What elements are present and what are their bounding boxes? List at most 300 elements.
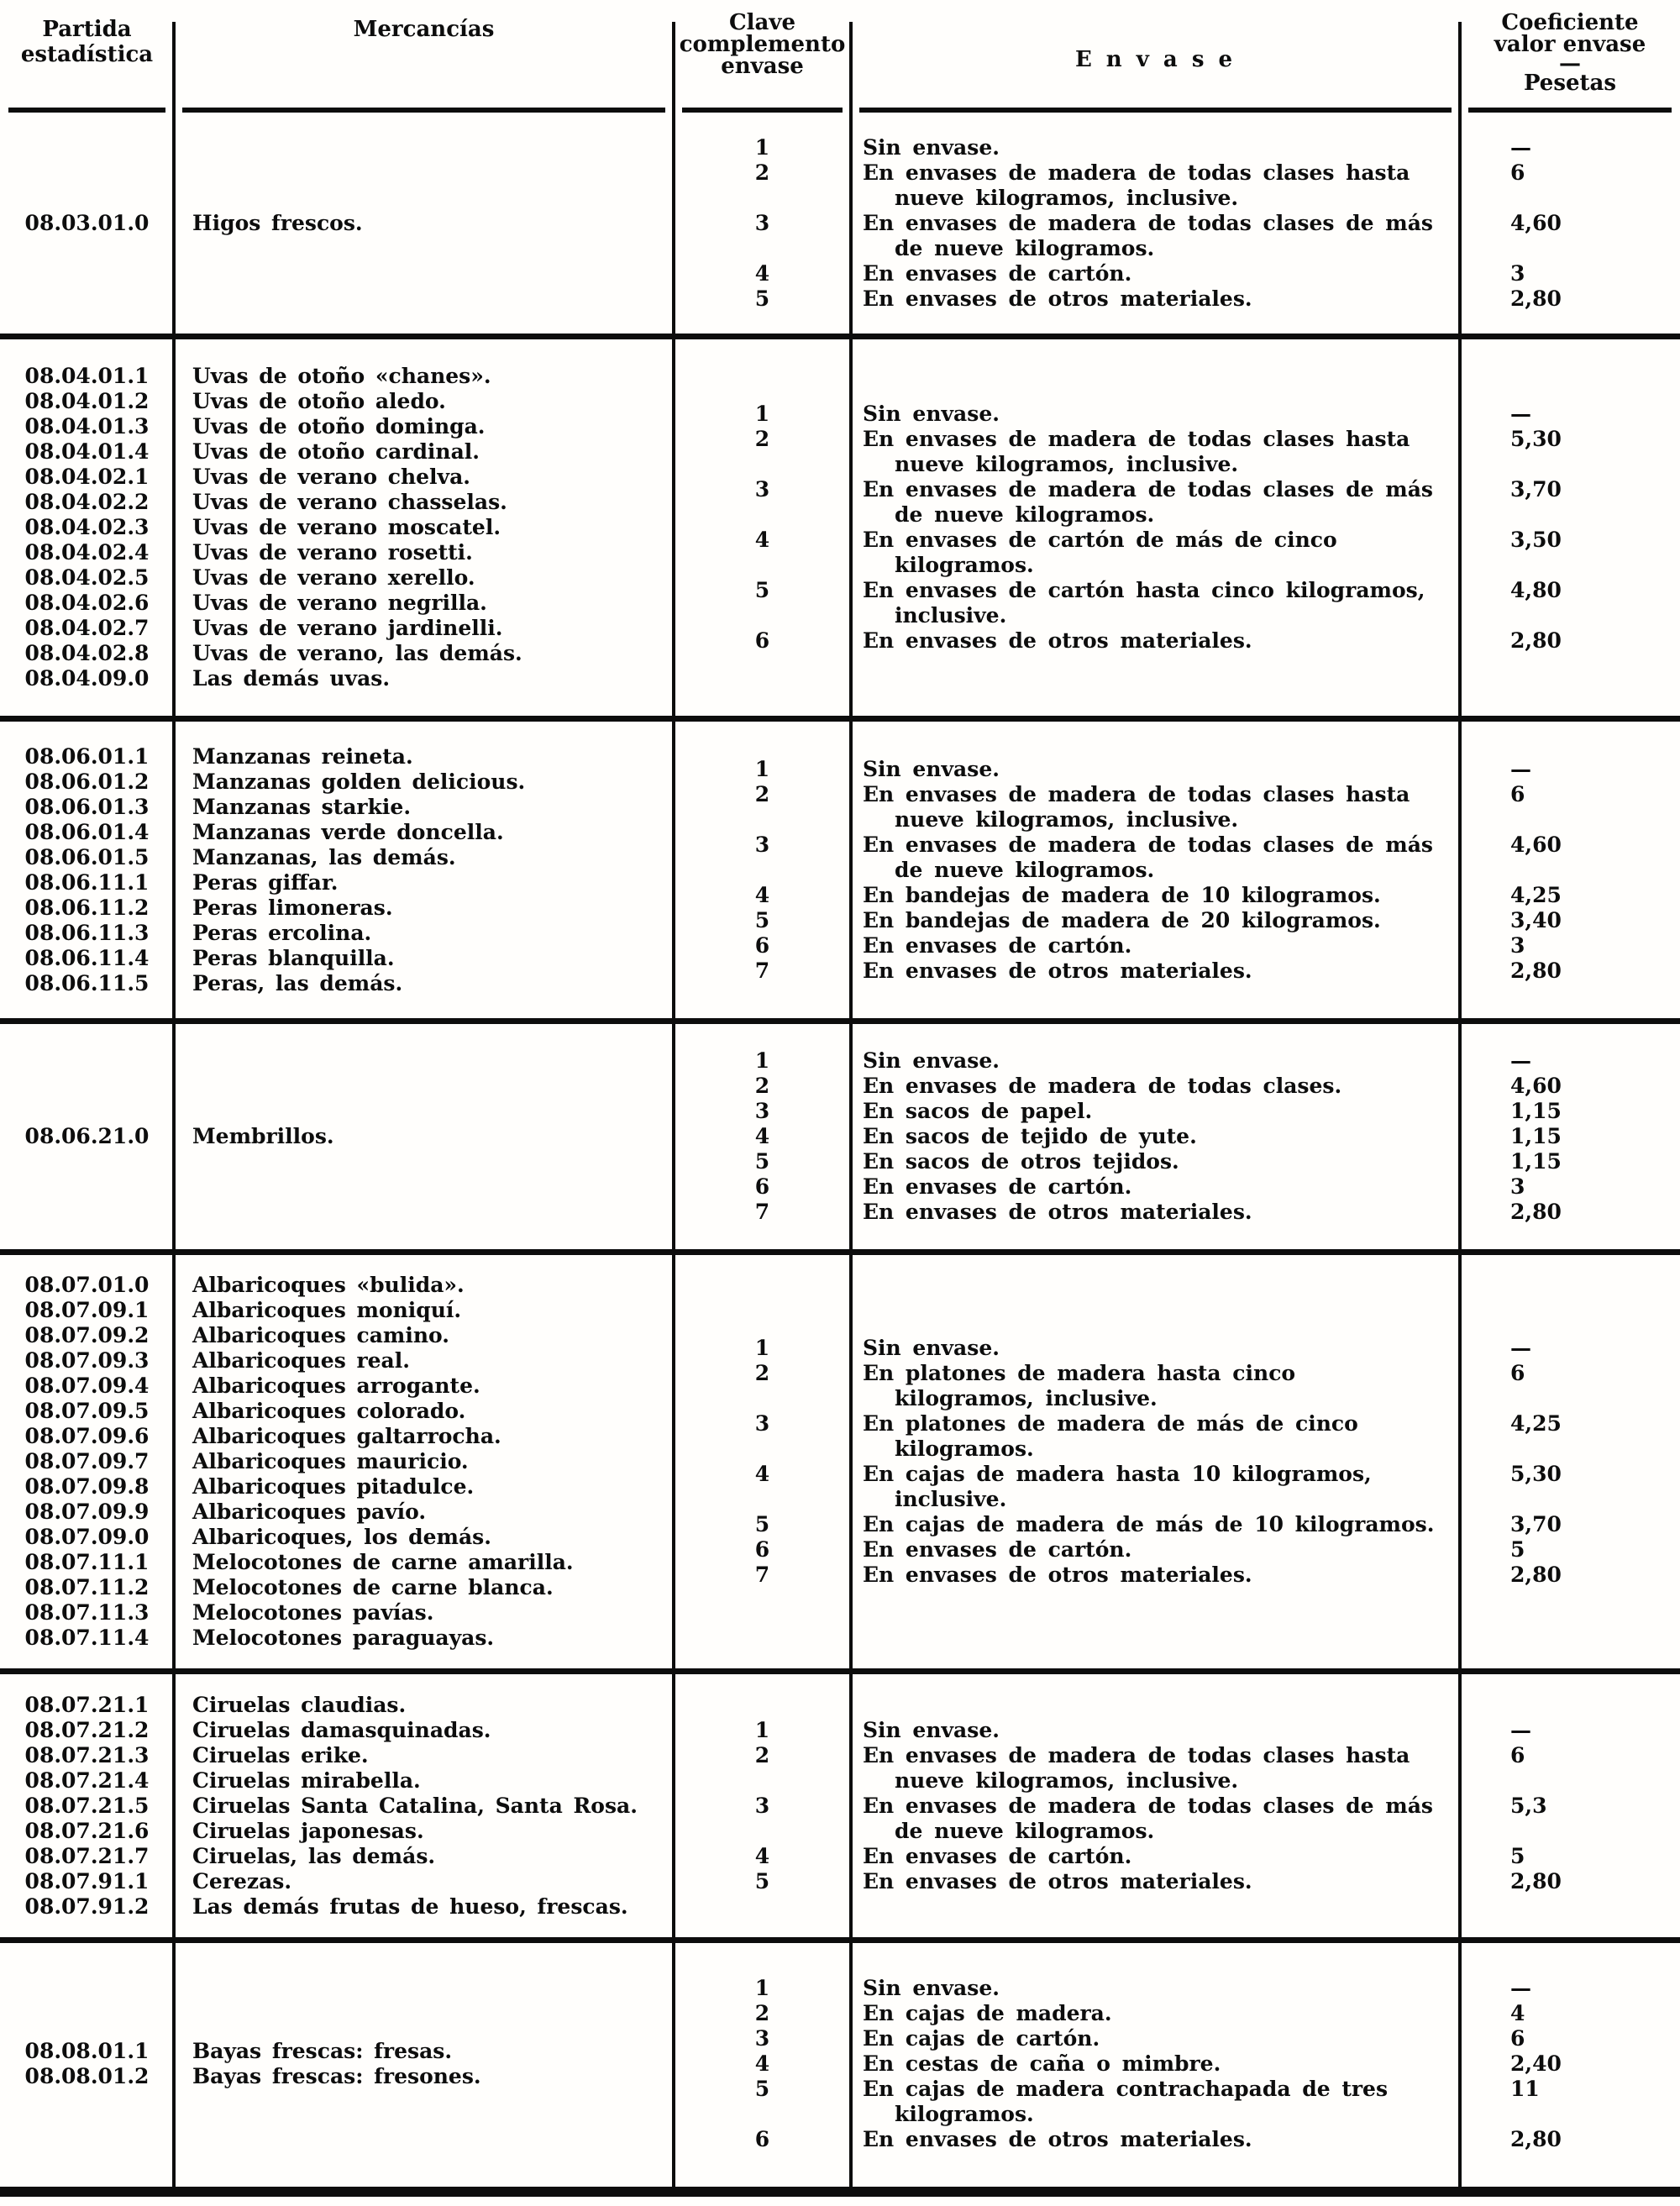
- commodity-section: [0, 1943, 1680, 2184]
- clave-key: 3: [754, 2025, 770, 2051]
- mercancia-item: Albaricoques arrogante.: [192, 1373, 480, 1398]
- envase-row: [674, 402, 1680, 427]
- envase-desc: En envases de otros materiales.: [863, 1200, 1252, 1224]
- envase-desc: En envases de cartón.: [863, 1174, 1132, 1199]
- partida-code: 08.04.02.5: [24, 565, 150, 590]
- coef-value: —: [1510, 756, 1531, 781]
- partida-code: 08.04.01.3: [24, 414, 150, 439]
- mercancia-item: Ciruelas Santa Catalina, Santa Rosa.: [192, 1793, 638, 1818]
- envase-desc: En envases de cartón.: [863, 1843, 1132, 1868]
- mercancias-list: [174, 1124, 674, 1149]
- mercancias-list: [174, 211, 674, 236]
- mercancia-item: Cerezas.: [192, 1868, 292, 1893]
- envase-row: [674, 1462, 1680, 1512]
- mercancia-item: Peras giffar.: [192, 869, 339, 895]
- header-clave-line1: Clave: [728, 10, 796, 35]
- coef-value: 3: [1510, 1174, 1525, 1199]
- partida-code: 08.07.21.5: [24, 1793, 150, 1818]
- envase-row: [674, 908, 1680, 933]
- coef-value: 4,60: [1510, 211, 1562, 235]
- mercancia-item: Uvas de otoño «chanes».: [192, 364, 491, 388]
- mercancia-item: Las demás frutas de hueso, frescas.: [192, 1893, 628, 1919]
- envase-row: [674, 528, 1680, 578]
- partida-code: 08.07.21.4: [24, 1767, 150, 1793]
- envase-desc: En envases de cartón hasta cinco kilogramos, inclusive.: [863, 578, 1425, 628]
- clave-key: 4: [754, 1843, 770, 1868]
- mercancia-item: Uvas de verano moscatel.: [192, 515, 501, 539]
- header-envase: [851, 0, 1460, 113]
- envase-desc: En envases de cartón de más de cinco kilogramos.: [863, 528, 1337, 577]
- mercancia-item: Albaricoques moniquí.: [192, 1298, 462, 1322]
- envase-row: [674, 1743, 1680, 1794]
- column-rule-2: [672, 22, 675, 2194]
- envase-row: [674, 1361, 1680, 1411]
- envase-desc: Sin envase.: [863, 1048, 1000, 1073]
- commodity-section: [0, 1024, 1680, 1249]
- header-coeficiente: [1460, 0, 1680, 113]
- envase-row: [674, 1200, 1680, 1225]
- coef-value: 3,40: [1510, 907, 1562, 932]
- table-header: [0, 0, 1680, 113]
- clave-key: 5: [754, 2076, 770, 2101]
- envase-desc: Sin envase.: [863, 1975, 1000, 2000]
- clave-key: 6: [754, 932, 770, 958]
- mercancia-item: Uvas de verano rosetti.: [192, 540, 473, 565]
- envase-rows: [674, 1718, 1680, 1894]
- column-rule-1: [172, 22, 176, 2194]
- clave-key: 1: [754, 135, 770, 160]
- header-underline: [1468, 108, 1672, 113]
- envase-desc: En envases de madera de todas clases de más de nueve kilogramos.: [863, 211, 1433, 260]
- header-envase-label: E n v a s e: [1074, 47, 1236, 72]
- coef-value: —: [1510, 135, 1531, 160]
- mercancia-item: Ciruelas japonesas.: [192, 1818, 424, 1843]
- partida-code: 08.06.01.2: [24, 769, 150, 794]
- header-partida: [0, 0, 174, 113]
- header-clave: [674, 0, 851, 113]
- envase-rows: [674, 402, 1680, 654]
- header-mercancias-label: Mercancías: [353, 17, 495, 42]
- clave-key: 5: [754, 286, 770, 311]
- coef-value: 5,30: [1510, 427, 1562, 451]
- partida-code: 08.04.09.0: [24, 666, 150, 691]
- envase-desc: En envases de cartón.: [863, 261, 1132, 286]
- envase-desc: En envases de madera de todas clases hasta nueve kilogramos, inclusive.: [863, 427, 1410, 476]
- envase-desc: En cajas de madera contrachapada de tres kilogramos.: [863, 2076, 1389, 2126]
- clave-key: 4: [754, 882, 770, 907]
- clave-key: 4: [754, 261, 770, 286]
- partida-code: 08.07.11.3: [24, 1600, 150, 1625]
- mercancia-item: Albaricoques pavío.: [192, 1500, 427, 1524]
- partida-codes: [0, 1693, 174, 1920]
- header-clave-line3: envase: [721, 54, 804, 79]
- section-separator: [0, 1668, 1680, 1674]
- envase-row: [674, 1563, 1680, 1588]
- mercancias-list: [174, 1693, 674, 1920]
- coef-value: —: [1510, 1048, 1531, 1073]
- partida-code: 08.07.11.2: [24, 1575, 150, 1599]
- envase-rows: [674, 135, 1680, 312]
- commodity-section: [0, 1255, 1680, 1668]
- mercancia-item: Melocotones de carne amarilla.: [192, 1550, 574, 1574]
- mercancias-list: [174, 2039, 674, 2089]
- partida-code: 08.04.02.2: [24, 490, 150, 514]
- partida-code: 08.07.09.5: [24, 1399, 150, 1423]
- mercancia-item: Manzanas starkie.: [192, 794, 412, 819]
- envase-row: [674, 883, 1680, 908]
- clave-key: 7: [754, 1563, 770, 1587]
- mercancia-item: Albaricoques camino.: [192, 1323, 449, 1347]
- envase-rows: [674, 1976, 1680, 2152]
- partida-code: 08.04.02.7: [24, 616, 150, 640]
- envase-desc: Sin envase.: [863, 1336, 1000, 1360]
- envase-row: [674, 160, 1680, 211]
- envase-row: [674, 1336, 1680, 1361]
- envase-desc: En envases de otros materiales.: [863, 1868, 1252, 1893]
- section-separator: [0, 1937, 1680, 1943]
- coef-value: 4,25: [1510, 1411, 1562, 1436]
- mercancia-item: Uvas de otoño aledo.: [192, 389, 446, 413]
- clave-key: 6: [754, 1537, 770, 1562]
- mercancia-item: Higos frescos.: [192, 211, 363, 235]
- envase-desc: En bandejas de madera de 10 kilogramos.: [863, 882, 1381, 907]
- header-underline: [8, 108, 165, 113]
- mercancia-item: Las demás uvas.: [192, 666, 391, 691]
- partida-code: 08.07.21.2: [24, 1717, 150, 1742]
- clave-key: 5: [754, 1868, 770, 1893]
- partida-codes: [0, 1273, 174, 1651]
- clave-key: 7: [754, 1200, 770, 1224]
- coef-value: 3: [1510, 932, 1525, 958]
- envase-row: [674, 628, 1680, 654]
- header-coef-line2: valor envase: [1494, 32, 1646, 57]
- envase-desc: En cajas de madera hasta 10 kilogramos, inclusive.: [863, 1462, 1372, 1511]
- envase-desc: En envases de madera de todas clases de más de nueve kilogramos.: [863, 832, 1433, 882]
- envase-row: [674, 1718, 1680, 1743]
- envase-row: [674, 261, 1680, 286]
- clave-key: 3: [754, 1099, 770, 1123]
- mercancia-item: Peras limoneras.: [192, 895, 393, 920]
- clave-key: 7: [754, 958, 770, 983]
- mercancia-item: Uvas de verano negrilla.: [192, 591, 487, 615]
- mercancia-item: Uvas de otoño dominga.: [192, 414, 486, 439]
- coef-value: —: [1510, 1717, 1531, 1742]
- mercancia-item: Melocotones paraguayas.: [192, 1626, 495, 1650]
- partida-code: 08.04.01.4: [24, 439, 150, 464]
- envase-desc: En envases de madera de todas clases.: [863, 1074, 1342, 1098]
- envase-row: [674, 833, 1680, 883]
- partida-code: 08.07.09.8: [24, 1474, 150, 1499]
- partida-code: 08.07.09.4: [24, 1373, 150, 1398]
- coef-value: 1,15: [1510, 1124, 1562, 1148]
- partida-code: 08.06.01.4: [24, 819, 150, 844]
- partida-code: 08.08.01.2: [24, 2063, 150, 2088]
- clave-key: 6: [754, 1174, 770, 1199]
- envase-row: [674, 1844, 1680, 1869]
- mercancia-item: Uvas de otoño cardinal.: [192, 439, 480, 464]
- mercancia-item: Albaricoques pitadulce.: [192, 1474, 475, 1499]
- envase-row: [674, 1074, 1680, 1099]
- clave-key: 6: [754, 628, 770, 653]
- clave-key: 2: [754, 2000, 770, 2025]
- coef-value: 6: [1510, 160, 1525, 185]
- coef-value: 1,15: [1510, 1149, 1562, 1174]
- coef-value: 5,3: [1510, 1793, 1547, 1818]
- envase-row: [674, 427, 1680, 477]
- coef-value: 2,80: [1510, 958, 1562, 983]
- coef-value: 4,60: [1510, 1074, 1562, 1098]
- mercancias-list: [174, 744, 674, 996]
- coef-value: —: [1510, 402, 1531, 426]
- header-coef-dash: —: [1559, 51, 1581, 76]
- envase-desc: En envases de cartón.: [863, 932, 1132, 958]
- coef-value: 2,80: [1510, 1868, 1562, 1893]
- envase-desc: En cajas de cartón.: [863, 2025, 1100, 2051]
- envase-row: [674, 1124, 1680, 1149]
- envase-row: [674, 1512, 1680, 1537]
- coef-value: 3,50: [1510, 528, 1562, 552]
- clave-key: 1: [754, 756, 770, 781]
- coef-value: 2,80: [1510, 628, 1562, 653]
- mercancia-item: Uvas de verano chelva.: [192, 465, 470, 489]
- partida-codes: [0, 744, 174, 996]
- clave-key: 5: [754, 578, 770, 602]
- mercancia-item: Peras ercolina.: [192, 920, 372, 945]
- partida-code: 08.07.09.2: [24, 1323, 150, 1347]
- coef-value: 5,30: [1510, 1462, 1562, 1486]
- envase-desc: En envases de madera de todas clases hasta nueve kilogramos, inclusive.: [863, 1742, 1410, 1793]
- envase-desc: En cajas de madera de más de 10 kilogramos.: [863, 1512, 1435, 1536]
- clave-key: 3: [754, 1793, 770, 1818]
- commodity-section: [0, 113, 1680, 334]
- partida-code: 08.07.09.3: [24, 1348, 150, 1373]
- envase-row: [674, 1174, 1680, 1200]
- clave-key: 6: [754, 2126, 770, 2151]
- envase-desc: En envases de madera de todas clases de más de nueve kilogramos.: [863, 477, 1433, 527]
- mercancia-item: Uvas de verano jardinelli.: [192, 616, 503, 640]
- column-rule-3: [849, 22, 853, 2194]
- envase-row: [674, 959, 1680, 984]
- envase-row: [674, 578, 1680, 628]
- envase-desc: En envases de otros materiales.: [863, 286, 1252, 311]
- partida-codes: [0, 364, 174, 691]
- envase-row: [674, 477, 1680, 528]
- envase-row: [674, 135, 1680, 160]
- coef-value: 5: [1510, 1537, 1525, 1562]
- envase-desc: En sacos de papel.: [863, 1099, 1093, 1123]
- partida-code: 08.07.21.1: [24, 1692, 150, 1717]
- clave-key: 1: [754, 1975, 770, 2000]
- mercancia-item: Albaricoques «bulida».: [192, 1273, 465, 1297]
- clave-key: 3: [754, 832, 770, 857]
- coef-value: 4,25: [1510, 882, 1562, 907]
- partida-code: 08.06.11.1: [24, 869, 150, 895]
- partida-code: 08.06.11.2: [24, 895, 150, 920]
- mercancia-item: Peras blanquilla.: [192, 945, 395, 970]
- table-bottom-rule: [0, 2187, 1680, 2197]
- envase-row: [674, 782, 1680, 833]
- envase-row: [674, 286, 1680, 312]
- mercancia-item: Membrillos.: [192, 1124, 334, 1148]
- envase-row: [674, 2077, 1680, 2127]
- envase-row: [674, 1537, 1680, 1563]
- coef-value: —: [1510, 1975, 1531, 2000]
- mercancia-item: Ciruelas mirabella.: [192, 1767, 421, 1793]
- commodity-section: [0, 1674, 1680, 1937]
- header-coef-line1: Coeficiente: [1501, 10, 1639, 35]
- header-underline: [682, 108, 843, 113]
- clave-key: 4: [754, 2051, 770, 2076]
- envase-row: [674, 2001, 1680, 2026]
- envase-desc: En envases de otros materiales.: [863, 958, 1252, 983]
- section-separator: [0, 716, 1680, 722]
- envase-row: [674, 211, 1680, 261]
- partida-code: 08.06.01.3: [24, 794, 150, 819]
- partida-code: 08.07.21.7: [24, 1843, 150, 1868]
- mercancia-item: Peras, las demás.: [192, 970, 403, 995]
- envase-rows: [674, 1048, 1680, 1225]
- coef-value: 2,80: [1510, 286, 1562, 311]
- clave-key: 1: [754, 1336, 770, 1360]
- envase-row: [674, 757, 1680, 782]
- section-separator: [0, 1249, 1680, 1255]
- envase-rows: [674, 1336, 1680, 1588]
- envase-desc: En cestas de caña o mimbre.: [863, 2051, 1221, 2076]
- clave-key: 2: [754, 781, 770, 806]
- envase-row: [674, 1099, 1680, 1124]
- partida-code: 08.07.11.1: [24, 1550, 150, 1574]
- coef-value: 2,80: [1510, 1563, 1562, 1587]
- table-sections: [0, 113, 1680, 2184]
- clave-key: 1: [754, 1717, 770, 1742]
- envase-desc: En sacos de otros tejidos.: [863, 1149, 1179, 1174]
- coef-value: 3: [1510, 261, 1525, 286]
- envase-rows: [674, 757, 1680, 984]
- clave-key: 5: [754, 907, 770, 932]
- coef-value: 3,70: [1510, 477, 1562, 502]
- envase-row: [674, 1048, 1680, 1074]
- mercancia-item: Bayas frescas: fresones.: [192, 2063, 481, 2088]
- mercancia-item: Albaricoques galtarrocha.: [192, 1424, 501, 1448]
- header-underline: [859, 108, 1452, 113]
- coef-value: 4,60: [1510, 832, 1562, 857]
- coef-value: 4,80: [1510, 578, 1562, 602]
- envase-desc: Sin envase.: [863, 1717, 1000, 1742]
- envase-desc: Sin envase.: [863, 756, 1000, 781]
- mercancia-item: Uvas de verano chasselas.: [192, 490, 507, 514]
- partida-code: 08.04.02.3: [24, 515, 150, 539]
- envase-row: [674, 1411, 1680, 1462]
- header-coef-unit: Pesetas: [1523, 71, 1617, 96]
- envase-desc: En platones de madera hasta cinco kilogramos, inclusive.: [863, 1361, 1296, 1410]
- section-separator: [0, 334, 1680, 339]
- envase-desc: En envases de cartón.: [863, 1537, 1132, 1562]
- partida-code: 08.04.02.4: [24, 540, 150, 565]
- mercancia-item: Albaricoques mauricio.: [192, 1449, 469, 1473]
- partida-code: 08.07.01.0: [24, 1273, 150, 1297]
- envase-desc: En envases de otros materiales.: [863, 628, 1252, 653]
- commodity-section: [0, 722, 1680, 1018]
- mercancia-item: Ciruelas, las demás.: [192, 1843, 436, 1868]
- envase-row: [674, 1149, 1680, 1174]
- coef-value: 2,80: [1510, 2126, 1562, 2151]
- mercancia-item: Manzanas, las demás.: [192, 844, 456, 869]
- envase-desc: En envases de otros materiales.: [863, 1563, 1252, 1587]
- mercancia-item: Albaricoques colorado.: [192, 1399, 466, 1423]
- partida-code: 08.07.09.9: [24, 1500, 150, 1524]
- partida-code: 08.07.21.6: [24, 1818, 150, 1843]
- envase-desc: Sin envase.: [863, 135, 1000, 160]
- partida-code: 08.06.21.0: [24, 1124, 150, 1148]
- envase-desc: En envases de madera de todas clases de más de nueve kilogramos.: [863, 1793, 1433, 1843]
- header-partida-line2: estadística: [20, 42, 154, 67]
- clave-key: 4: [754, 1124, 770, 1148]
- column-rule-4: [1458, 22, 1462, 2194]
- partida-code: 08.07.91.1: [24, 1868, 150, 1893]
- mercancia-item: Uvas de verano, las demás.: [192, 641, 522, 665]
- envase-desc: En platones de madera de más de cinco kilogramos.: [863, 1411, 1358, 1461]
- envase-row: [674, 1794, 1680, 1844]
- mercancia-item: Uvas de verano xerello.: [192, 565, 475, 590]
- header-mercancias: [174, 0, 674, 113]
- mercancia-item: Manzanas golden delicious.: [192, 769, 526, 794]
- mercancia-item: Albaricoques, los demás.: [192, 1525, 491, 1549]
- partida-codes: [0, 1124, 174, 1149]
- coef-value: 3,70: [1510, 1512, 1562, 1536]
- partida-code: 08.07.21.3: [24, 1742, 150, 1767]
- coef-value: 1,15: [1510, 1099, 1562, 1123]
- header-underline: [182, 108, 665, 113]
- mercancias-list: [174, 1273, 674, 1651]
- clave-key: 2: [754, 427, 770, 451]
- coef-value: —: [1510, 1336, 1531, 1360]
- clave-key: 4: [754, 1462, 770, 1486]
- envase-row: [674, 1976, 1680, 2001]
- clave-key: 3: [754, 211, 770, 235]
- partida-code: 08.06.01.5: [24, 844, 150, 869]
- envase-row: [674, 933, 1680, 959]
- envase-desc: Sin envase.: [863, 402, 1000, 426]
- partida-code: 08.07.09.7: [24, 1449, 150, 1473]
- envase-desc: En envases de madera de todas clases hasta nueve kilogramos, inclusive.: [863, 781, 1410, 832]
- coef-value: 6: [1510, 2025, 1525, 2051]
- partida-code: 08.04.02.6: [24, 591, 150, 615]
- partida-code: 08.08.01.1: [24, 2038, 150, 2063]
- clave-key: 5: [754, 1512, 770, 1536]
- clave-key: 2: [754, 160, 770, 185]
- partida-codes: [0, 211, 174, 236]
- clave-key: 5: [754, 1149, 770, 1174]
- coef-value: 2,40: [1510, 2051, 1562, 2076]
- coef-value: 5: [1510, 1843, 1525, 1868]
- partida-code: 08.04.01.1: [24, 364, 150, 388]
- clave-key: 3: [754, 477, 770, 502]
- commodity-section: [0, 339, 1680, 716]
- coef-value: 6: [1510, 1361, 1525, 1385]
- envase-desc: En cajas de madera.: [863, 2000, 1112, 2025]
- envase-row: [674, 2026, 1680, 2051]
- coef-value: 6: [1510, 781, 1525, 806]
- partida-code: 08.06.11.4: [24, 945, 150, 970]
- envase-desc: En envases de otros materiales.: [863, 2126, 1252, 2151]
- envase-desc: En sacos de tejido de yute.: [863, 1124, 1197, 1148]
- partida-code: 08.07.11.4: [24, 1626, 150, 1650]
- mercancia-item: Manzanas verde doncella.: [192, 819, 504, 844]
- header-partida-line1: Partida: [42, 17, 132, 42]
- header-clave-line2: complemento: [679, 32, 846, 57]
- clave-key: 1: [754, 402, 770, 426]
- envase-row: [674, 1869, 1680, 1894]
